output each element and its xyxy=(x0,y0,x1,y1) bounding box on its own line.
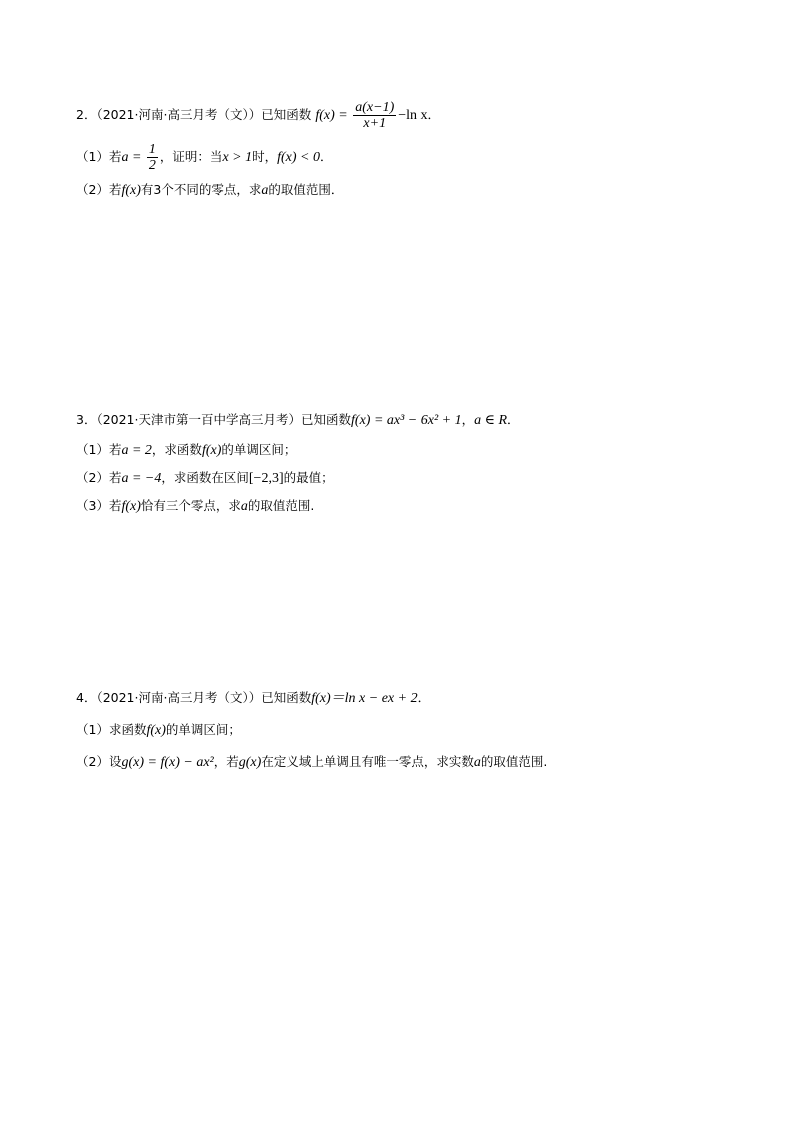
problem-source: （2021·河南·高三月考（文）） xyxy=(96,107,262,122)
part-text: ，求函数 xyxy=(151,442,202,457)
fraction-denominator: 2 xyxy=(148,158,156,173)
fraction-denominator: x+1 xyxy=(363,116,387,131)
problem-2-part-1 xyxy=(76,142,756,172)
part-math: a = 2 xyxy=(121,443,152,458)
part-label: （3） xyxy=(76,498,109,513)
part-text: 若 xyxy=(108,149,122,164)
function-def: f(x) = ax³ − 6x² + 1 xyxy=(351,413,462,428)
function-def: f(x) = xyxy=(315,108,352,123)
stem-prefix: 已知函数 xyxy=(261,107,312,122)
fraction-numerator: a(x−1) xyxy=(355,100,395,115)
part-math: [−2,3] xyxy=(248,471,284,486)
part-label: （1） xyxy=(76,442,109,457)
part-math: a = −4 xyxy=(121,471,162,486)
part-math: f(x) xyxy=(121,499,141,514)
stem-prefix: 已知函数 xyxy=(301,412,352,427)
fraction xyxy=(147,142,158,173)
part-math: f(x) xyxy=(201,443,222,458)
function-tail: −ln x xyxy=(398,108,428,123)
problem-number: 4． xyxy=(76,690,97,705)
part-text: 时， xyxy=(252,149,278,164)
function-def: f(x)＝ln x − ex + 2 xyxy=(311,691,418,706)
part-text: 求函数 xyxy=(108,722,147,737)
problem-3-part-1 xyxy=(76,440,756,460)
stem-end: ． xyxy=(507,412,520,427)
part-text: 的最值； xyxy=(283,470,334,485)
part-text: ． xyxy=(320,149,333,164)
stem-end: ． xyxy=(427,107,441,122)
problem-3 xyxy=(76,410,756,516)
part-text: 恰有三个零点，求 xyxy=(140,498,241,513)
part-text: 若 xyxy=(108,498,122,513)
problem-4-stem xyxy=(76,688,756,708)
part-math: a xyxy=(473,755,481,770)
problem-source: （2021·河南·高三月考（文）） xyxy=(96,690,262,705)
fraction-numerator: 1 xyxy=(148,142,156,157)
part-math: f(x) xyxy=(121,183,141,198)
part-text: 的单调区间； xyxy=(221,442,297,457)
part-text: 若 xyxy=(108,442,122,457)
problem-4 xyxy=(76,688,756,772)
part-label: （2） xyxy=(76,470,109,485)
part-math: g(x) = f(x) − ax² xyxy=(121,755,214,770)
problem-3-part-3 xyxy=(76,496,756,516)
problem-3-stem xyxy=(76,410,756,430)
part-math: f(x) xyxy=(146,723,166,738)
part-text: 若 xyxy=(108,182,122,197)
part-text: 的单调区间； xyxy=(165,722,241,737)
problem-source: （2021·天津市第一百中学高三月考） xyxy=(96,412,301,427)
part-label: （2） xyxy=(76,754,109,769)
part-math: a = xyxy=(121,150,145,165)
part-text: 的取值范围. xyxy=(247,498,315,513)
part-text: 的取值范围． xyxy=(268,182,344,197)
part-label: （1） xyxy=(76,722,109,737)
problem-4-part-1 xyxy=(76,720,756,740)
part-text: 的取值范围. xyxy=(480,754,548,769)
fraction xyxy=(353,100,396,131)
problem-number: 3． xyxy=(76,412,97,427)
part-math: a xyxy=(261,183,269,198)
stem-prefix: 已知函数 xyxy=(261,690,312,705)
part-label: （2） xyxy=(76,182,109,197)
part-label: （1） xyxy=(76,149,109,164)
stem-end: ． xyxy=(417,690,431,705)
problem-2-part-2 xyxy=(76,180,756,200)
part-math: f(x) < 0 xyxy=(277,150,320,165)
part-text: 在定义域上单调且有唯一零点，求实数 xyxy=(261,754,474,769)
problem-3-part-2 xyxy=(76,468,756,488)
part-math: a xyxy=(240,499,248,514)
part-math: x > 1 xyxy=(222,150,253,165)
stem-math: a ∈ R xyxy=(474,413,508,428)
problem-number: 2． xyxy=(76,107,97,122)
part-text: ，证明：当 xyxy=(159,149,223,164)
problem-2 xyxy=(76,100,756,200)
part-math: g(x) xyxy=(238,755,262,770)
part-text: ，若 xyxy=(213,754,239,769)
stem-text: ， xyxy=(461,412,475,427)
problem-2-stem xyxy=(76,100,756,130)
part-text: ，求函数在区间 xyxy=(161,470,249,485)
part-text: 若 xyxy=(108,470,122,485)
problem-4-part-2 xyxy=(76,752,756,772)
part-text: 有3个不同的零点，求 xyxy=(140,182,262,197)
part-text: 设 xyxy=(108,754,122,769)
